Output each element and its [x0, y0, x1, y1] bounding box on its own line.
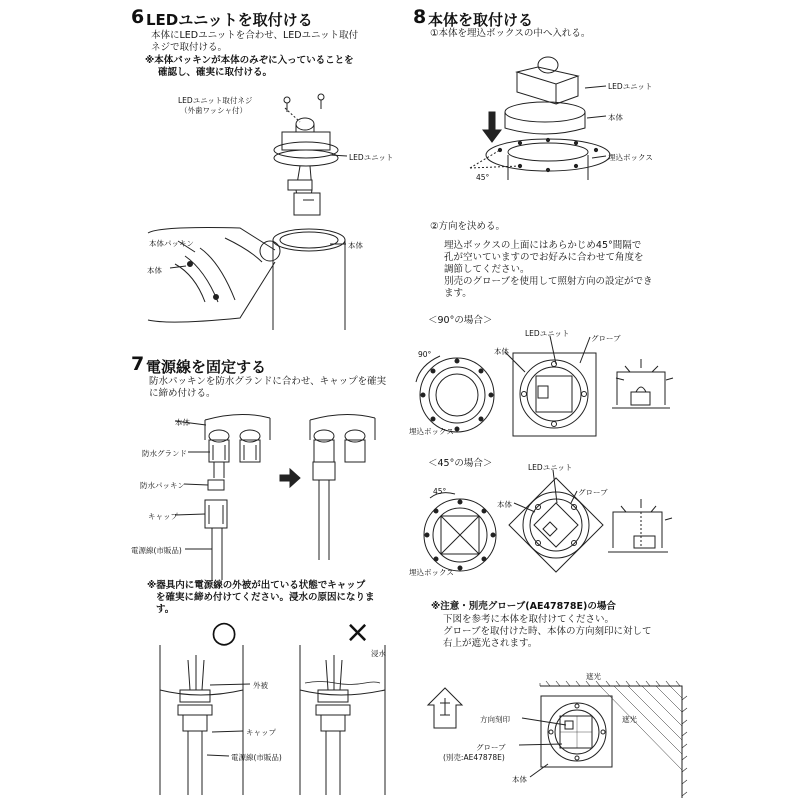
section-6-body-line2: ネジで取付ける。 [151, 42, 228, 53]
step2-line-1: 埋込ボックスの上面にはあらかじめ45°間隔で [444, 240, 642, 251]
label-globe-45: グローブ [578, 488, 608, 497]
label-water-ingress: 浸水 [371, 649, 386, 658]
globe-note-line-2: グローブを取付けた時、本体の方向刻印に対して [443, 626, 652, 637]
label-led-unit-6: LEDユニット [349, 153, 394, 162]
section-8-step2: ②方向を決める。 [430, 221, 506, 232]
label-direction-mark: 方向刻印 [480, 715, 510, 724]
section-7-note-line2: を確実に締め付けてください。浸水の原因になりま [156, 592, 375, 603]
section-7-body-line1: 防水パッキンを防水グランドに合わせ、キャップを確実 [149, 376, 387, 387]
label-embed-box-45: 埋込ボックス [409, 568, 454, 577]
label-embed-box-90: 埋込ボックス [409, 427, 454, 436]
section-8-number: 8 [413, 6, 427, 28]
direction-house-icon [428, 688, 462, 728]
label-body-detail: 本体 [147, 266, 162, 275]
label-shade-right: 遮光 [622, 715, 637, 724]
globe-note-line-1: 下図を参考に本体を取付けてください。 [443, 614, 615, 625]
label-led-screw-washer: （外歯ワッシャ付） [180, 106, 247, 115]
label-led-unit-45: LEDユニット [528, 463, 573, 472]
label-body-45: 本体 [497, 500, 512, 509]
step2-line-2: 孔が空いていますのでお好みに合わせて角度を [444, 252, 644, 263]
section-7-note-line1: ※器具内に電源線の外被が出ている状態でキャップ [147, 580, 366, 591]
label-globe-bottom: グローブ [476, 743, 506, 752]
label-waterproof-gland: 防水グランド [142, 449, 187, 458]
label-cap-7: キャップ [148, 512, 178, 521]
section-7-body-line2: に締め付ける。 [149, 388, 216, 399]
step2-line-5: ます。 [444, 288, 472, 299]
label-body-90: 本体 [494, 347, 509, 356]
ok-mark: ○ [211, 615, 238, 650]
section-7-note-line3: す。 [156, 604, 175, 615]
section-6-body-line1: 本体にLEDユニットを合わせ、LEDユニット取付 [151, 30, 359, 41]
section-6-title: LEDユニットを取付ける [146, 11, 313, 29]
section-7-title: 電源線を固定する [146, 358, 267, 376]
label-waterproof-packing: 防水パッキン [140, 481, 185, 490]
label-angle-45-8: 45° [476, 173, 490, 182]
section-6-note-line1: ※本体パッキンが本体のみぞに入っていることを [145, 55, 354, 66]
section-8-step1: ①本体を埋込ボックスの中へ入れる。 [430, 28, 591, 39]
step2-line-3: 調節してください。 [444, 264, 530, 275]
label-power-cable-7: 電源線(市販品) [131, 546, 182, 555]
label-led-unit-90: LEDユニット [525, 329, 570, 338]
label-cap-7b: キャップ [246, 728, 276, 737]
label-shade-top: 遮光 [586, 672, 601, 681]
label-angle-90: 90° [418, 350, 432, 359]
label-body-bottom: 本体 [512, 775, 527, 784]
label-led-unit-8: LEDユニット [608, 82, 653, 91]
section-6-note-line2: 確認し、確実に取付ける。 [158, 67, 273, 78]
label-sheath: 外被 [253, 681, 268, 690]
label-body-8: 本体 [608, 113, 623, 122]
label-body-6: 本体 [348, 241, 363, 250]
label-body-packing: 本体パッキン [149, 239, 194, 248]
label-body-7: 本体 [175, 418, 190, 427]
section-6-number: 6 [131, 6, 145, 28]
label-led-screw: LEDユニット取付ネジ [178, 96, 253, 105]
label-embed-box-8: 埋込ボックス [608, 153, 653, 162]
globe-note-line-3: 右上が遮光されます。 [443, 638, 538, 649]
section-8-title: 本体を取付ける [428, 11, 534, 29]
label-globe-90: グローブ [591, 334, 621, 343]
case-90-heading: ＜90°の場合＞ [428, 315, 493, 326]
globe-note-title: ※注意・別売グローブ(AE47878E)の場合 [431, 601, 616, 612]
label-angle-45: 45° [433, 487, 447, 496]
section-7-number: 7 [131, 353, 145, 375]
label-globe-model: (別売:AE47878E) [443, 753, 505, 762]
case-45-heading: ＜45°の場合＞ [428, 458, 493, 469]
step2-line-4: 別売のグローブを使用して照射方向の設定ができ [444, 276, 653, 287]
label-power-cable-7b: 電源線(市販品) [231, 753, 282, 762]
ng-mark: × [345, 615, 371, 650]
